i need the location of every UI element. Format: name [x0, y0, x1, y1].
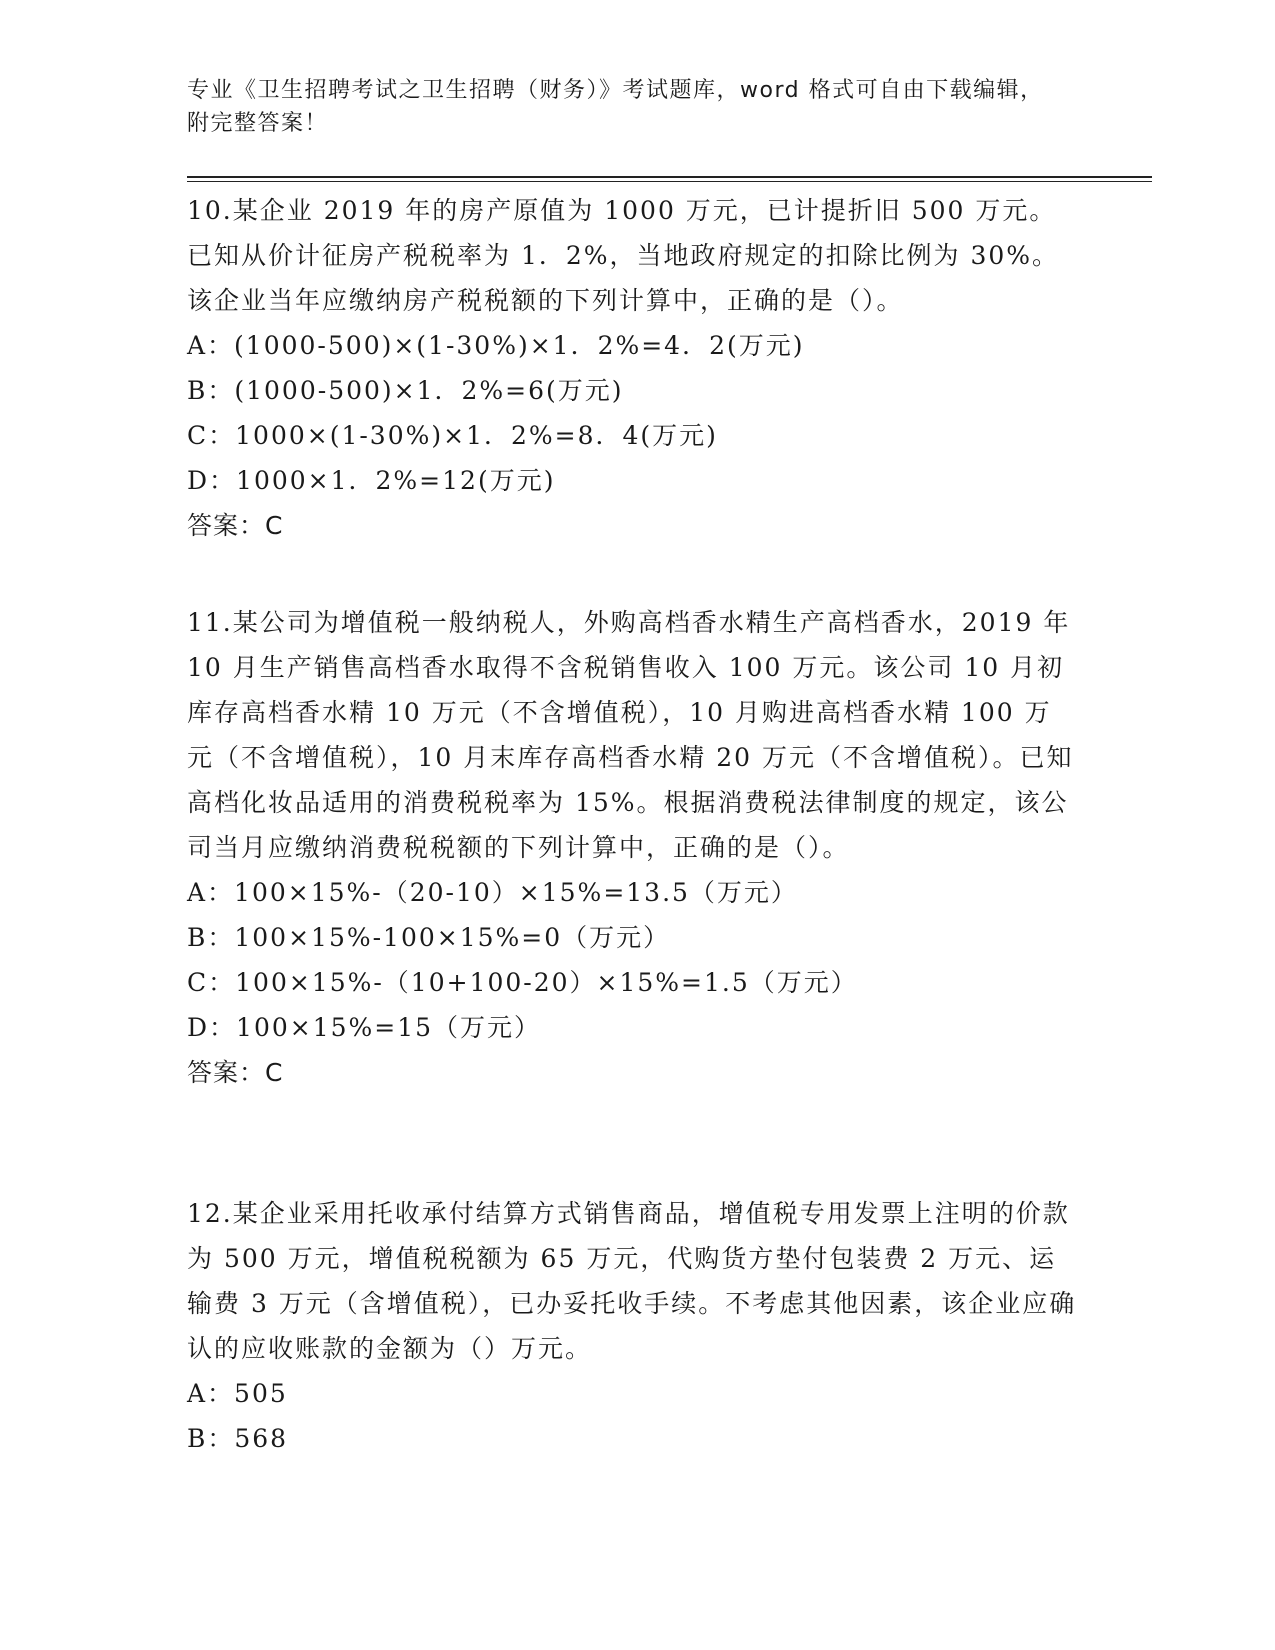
option-d: D：1000×1．2%=12(万元)	[187, 466, 556, 495]
option-c: C：100×15%-（10+100-20）×15%=1.5（万元）	[187, 968, 858, 997]
answer: 答案：C	[187, 511, 284, 540]
question-stem: 11.某公司为增值税一般纳税人，外购高档香水精生产高档香水，2019 年 10 月生产销售高档香水取得不含税销售收入 100 万元。该公司 10 月初库存高档香水精 10 万元（不含增值税），10 月购进高档香水精 100 万元（不含增值税），10 月末库存高档香水精 20 万元（不含增值税）。已知高档化妆品适用的消费税税率为 15%。根据消费税法律制度的规定，该公司当月应缴纳消费税税额的下列计算中，正确的是（）。	[187, 608, 1074, 862]
question-stem: 10.某企业 2019 年的房产原值为 1000 万元，已计提折旧 500 万元。已知从价计征房产税税率为 1．2%，当地政府规定的扣除比例为 30%。该企业当年应缴纳房产税税额的下列计算中，正确的是（）。	[187, 196, 1060, 315]
option-d: D：100×15%=15（万元）	[187, 1013, 542, 1042]
option-c: C：1000×(1-30%)×1．2%=8．4(万元)	[187, 421, 718, 450]
header-divider	[187, 176, 1152, 178]
option-b: B：568	[187, 1424, 289, 1453]
option-a: A：505	[187, 1379, 288, 1408]
option-a: A：(1000-500)×(1-30%)×1．2%=4．2(万元)	[187, 331, 805, 360]
question-11	[187, 600, 1077, 1095]
option-b: B：(1000-500)×1．2%=6(万元)	[187, 376, 624, 405]
document-header: 专业《卫生招聘考试之卫生招聘（财务）》考试题库，word 格式可自由下载编辑，附完整答案！	[187, 78, 1044, 136]
option-b: B：100×15%-100×15%=0（万元）	[187, 923, 671, 952]
answer: 答案：C	[187, 1058, 284, 1087]
question-10	[187, 188, 1077, 548]
option-a: A：100×15%-（20-10）×15%=13.5（万元）	[187, 878, 798, 907]
question-stem: 12.某企业采用托收承付结算方式销售商品，增值税专用发票上注明的价款为 500 万元，增值税税额为 65 万元，代购货方垫付包装费 2 万元、运输费 3 万元（含增值税），已办妥托收手续。不考虑其他因素，该企业应确认的应收账款的金额为（）万元。	[187, 1199, 1077, 1363]
question-12	[187, 1191, 1077, 1461]
header-divider-thin	[187, 181, 1152, 182]
